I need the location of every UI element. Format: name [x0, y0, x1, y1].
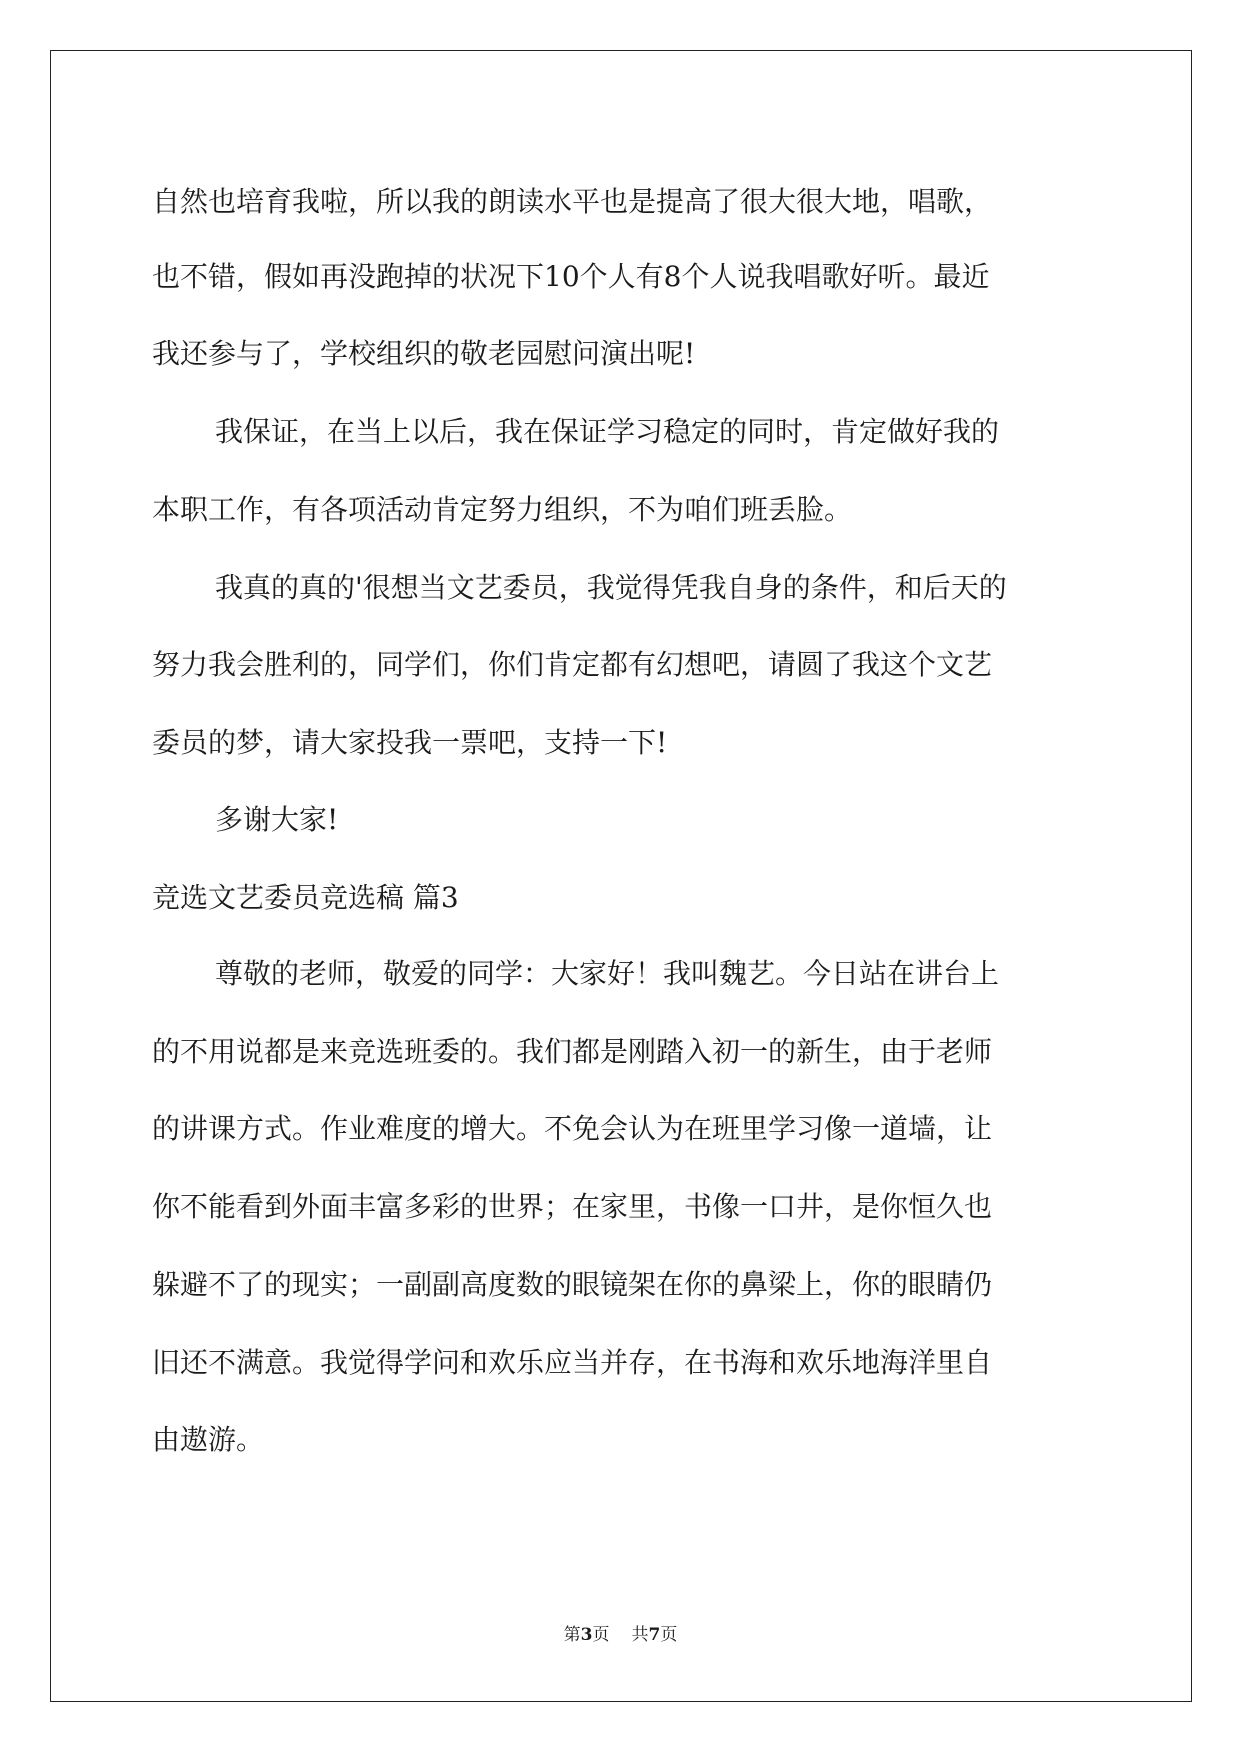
paragraph-line: 躲避不了的现实；一副副高度数的眼镜架在你的鼻梁上，你的眼睛仍 [152, 1268, 993, 1301]
paragraph-line: 的不用说都是来竞选班委的。我们都是刚踏入初一的新生，由于老师 [152, 1035, 993, 1068]
paragraph-line: 我真的真的'很想当文艺委员，我觉得凭我自身的条件，和后天的 [215, 571, 1007, 604]
paragraph-line: 努力我会胜利的，同学们，你们肯定都有幻想吧，请圆了我这个文艺 [152, 648, 993, 681]
paragraph-line: 委员的梦，请大家投我一票吧，支持一下! [152, 726, 668, 759]
paragraph-line: 也不错，假如再没跑掉的状况下10个人有8个人说我唱歌好听。最近 [152, 260, 990, 293]
footer-page-prefix: 第 [563, 1625, 581, 1645]
page-footer [0, 1623, 1241, 1647]
paragraph-line: 尊敬的老师，敬爱的同学：大家好！我叫魏艺。今日站在讲台上 [215, 957, 1000, 990]
footer-page-total: 7 [648, 1625, 661, 1645]
paragraph-line: 我保证，在当上以后，我在保证学习稳定的同时，肯定做好我的 [215, 415, 1000, 448]
section-heading: 竞选文艺委员竞选稿 篇3 [152, 881, 459, 914]
footer-page-suffix: 页 [592, 1625, 610, 1645]
paragraph-line: 自然也培育我啦，所以我的朗读水平也是提高了很大很大地，唱歌， [152, 185, 993, 218]
paragraph-line: 由遨游。 [152, 1423, 265, 1456]
paragraph-line: 多谢大家! [215, 803, 339, 836]
footer-page-current: 3 [580, 1625, 593, 1645]
paragraph-line: 你不能看到外面丰富多彩的世界；在家里，书像一口井，是你恒久也 [152, 1190, 993, 1223]
footer-total-prefix: 共 [631, 1625, 649, 1645]
paragraph-line: 旧还不满意。我觉得学问和欢乐应当并存，在书海和欢乐地海洋里自 [152, 1346, 993, 1379]
paragraph-line: 本职工作，有各项活动肯定努力组织，不为咱们班丢脸。 [152, 493, 853, 526]
paragraph-line: 我还参与了，学校组织的敬老园慰问演出呢! [152, 337, 696, 370]
paragraph-line: 的讲课方式。作业难度的增大。不免会认为在班里学习像一道墙，让 [152, 1112, 993, 1145]
footer-total-suffix: 页 [660, 1625, 678, 1645]
